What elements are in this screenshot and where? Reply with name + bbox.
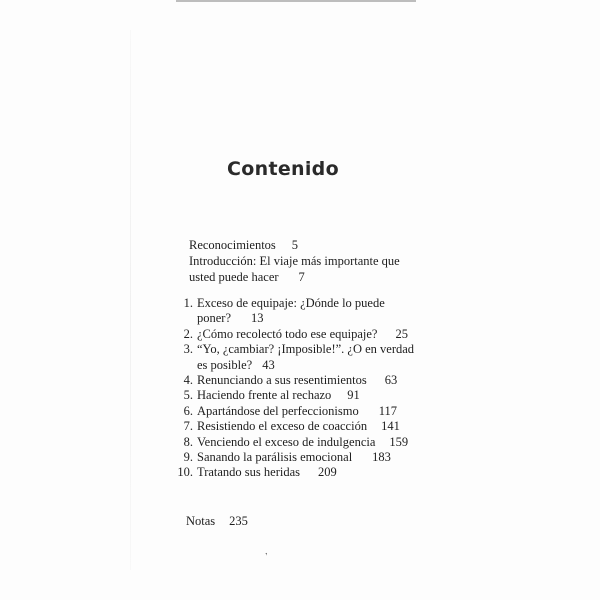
toc-entry-introduction-cont <box>189 269 419 285</box>
toc-page-number: 159 <box>389 434 409 449</box>
page-title: Contenido <box>227 158 339 180</box>
chapter-title: Venciendo el exceso de indulgencia <box>197 434 376 449</box>
toc-page-number: 63 <box>384 373 398 388</box>
toc-chapter-10 <box>171 465 431 480</box>
toc-page-number: 141 <box>381 419 400 434</box>
toc-chapter-3 <box>171 342 431 373</box>
chapter-number: 5. <box>183 388 193 403</box>
chapter-title: Apartándose del perfeccionismo <box>197 403 359 418</box>
toc-page-number: 183 <box>372 450 391 465</box>
notes-label: Notas <box>186 514 216 528</box>
chapter-number: 6. <box>183 403 193 418</box>
chapter-title-cont: es posible? <box>197 357 253 372</box>
chapter-number: 2. <box>183 326 193 341</box>
chapter-title: Haciendo frente al rechazo <box>197 388 332 403</box>
chapter-title: ¿Cómo recolectó todo ese equipaje? <box>197 326 378 341</box>
toc-entry-text: Introducción: El viaje más importante que <box>189 254 400 268</box>
chapter-list <box>171 296 431 481</box>
toc-chapter-9 <box>171 450 431 465</box>
toc-page-number: 5 <box>291 238 299 252</box>
toc-page-number: 25 <box>395 326 408 341</box>
toc-chapter-5 <box>171 388 431 403</box>
toc-entry-acknowledgments <box>189 237 419 253</box>
front-matter-list <box>189 237 419 285</box>
chapter-title: Renunciando a sus resentimientos <box>197 373 367 388</box>
chapter-title: Sanando la parálisis emocional <box>197 450 353 465</box>
toc-chapter-2 <box>171 327 431 342</box>
toc-chapter-4 <box>171 373 431 388</box>
chapter-number: 10. <box>177 465 193 480</box>
toc-chapter-8 <box>171 435 431 450</box>
toc-entry-text: Reconocimientos <box>189 238 276 252</box>
toc-chapter-1 <box>171 296 431 327</box>
toc-chapter-6 <box>171 404 431 419</box>
chapter-number: 4. <box>183 373 193 388</box>
page-top-edge <box>176 0 416 2</box>
chapter-number: 7. <box>183 419 193 434</box>
toc-page-number: 43 <box>262 357 275 372</box>
toc-chapter-7 <box>171 419 431 434</box>
chapter-title-cont: poner? <box>197 311 232 326</box>
chapter-number: 9. <box>183 450 193 465</box>
scan-speck: , <box>261 545 269 557</box>
toc-page-number: 7 <box>298 270 305 284</box>
toc-page-number: 117 <box>378 403 398 418</box>
toc-page-number: 209 <box>318 465 337 480</box>
chapter-title: Tratando sus heridas <box>197 465 301 480</box>
toc-entry-text: usted puede hacer <box>189 270 279 284</box>
chapter-title: Resistiendo el exceso de coacción <box>197 419 368 434</box>
toc-page-number: 235 <box>229 514 248 528</box>
toc-page-number: 91 <box>347 388 360 403</box>
toc-page-number: 13 <box>251 311 264 326</box>
chapter-number: 1. <box>183 296 193 310</box>
page-binding-shadow <box>130 30 131 570</box>
toc-entry-notes <box>186 514 248 529</box>
toc-entry-introduction <box>189 253 419 269</box>
chapter-number: 3. <box>183 342 193 357</box>
chapter-title: Exceso de equipaje: ¿Dónde lo puede <box>197 296 385 310</box>
chapter-number: 8. <box>183 434 193 449</box>
chapter-title: “Yo, ¿cambiar? ¡Imposible!”. ¿O en verdad <box>197 342 415 357</box>
